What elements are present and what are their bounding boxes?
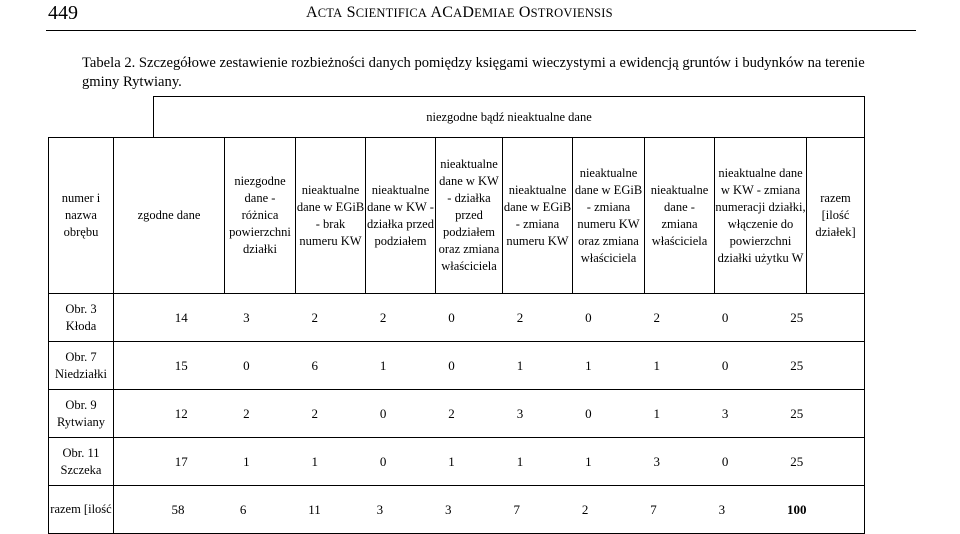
table-cell: 1 bbox=[243, 454, 250, 469]
table-cell: 3 bbox=[718, 502, 726, 517]
table-cell: 2 bbox=[448, 406, 455, 421]
row-values bbox=[114, 486, 865, 534]
column-header: nieaktualne dane w KW - działka przed podziałem oraz zmiana właściciela bbox=[436, 138, 503, 294]
row-values bbox=[114, 390, 865, 438]
table-cell: 58 bbox=[171, 502, 185, 517]
table-cell: 2 bbox=[581, 502, 589, 517]
table-cell: 6 bbox=[311, 358, 319, 373]
table-cell: 2 bbox=[379, 310, 387, 325]
table-cell: 2 bbox=[243, 406, 250, 421]
table-cell: 0 bbox=[448, 358, 455, 373]
table-cell: 1 bbox=[653, 406, 660, 421]
table-cell: 3 bbox=[243, 310, 250, 325]
table-cell: 25 bbox=[790, 310, 804, 325]
table-row bbox=[49, 438, 865, 486]
row-label: Obr. 7 Niedziałki bbox=[49, 342, 114, 390]
column-header: nieaktualne dane w KW - działka przed podziałem bbox=[366, 138, 436, 294]
column-header: nieaktualne dane w EGiB - zmiana numeru KW bbox=[503, 138, 573, 294]
table-cell: 7 bbox=[513, 502, 520, 517]
table-caption: Tabela 2. Szczegółowe zestawienie rozbieżności danych pomiędzy księgami wieczystymi a ewidencją gruntów i budynków na terenie gminy Rytwiany. bbox=[82, 55, 865, 90]
table-cell: 0 bbox=[448, 310, 455, 325]
table-cell: 17 bbox=[174, 454, 188, 469]
table-cell: 0 bbox=[379, 406, 387, 421]
table-cell: 0 bbox=[585, 310, 592, 325]
table-row bbox=[49, 342, 865, 390]
table-cell: 3 bbox=[721, 406, 729, 421]
table-cell: 6 bbox=[239, 502, 247, 517]
column-header-row bbox=[49, 138, 865, 294]
header-blank bbox=[49, 97, 154, 138]
table-cell: 1 bbox=[448, 454, 455, 469]
column-header: nieaktualne dane - zmiana właściciela bbox=[645, 138, 715, 294]
table-cell: 11 bbox=[308, 502, 321, 517]
table-cell: 1 bbox=[585, 358, 592, 373]
group-header-cell: niezgodne bądź nieaktualne dane bbox=[154, 97, 865, 138]
column-header: nieaktualne dane w EGiB - brak numeru KW bbox=[296, 138, 366, 294]
table-cell: 25 bbox=[790, 406, 804, 421]
row-label: Obr. 9 Rytwiany bbox=[49, 390, 114, 438]
table-cell: 1 bbox=[585, 454, 592, 469]
table-cell: 7 bbox=[650, 502, 657, 517]
group-header-row bbox=[49, 97, 865, 138]
table-cell: 1 bbox=[516, 358, 524, 373]
table-cell: 14 bbox=[174, 310, 188, 325]
table-cell: 12 bbox=[174, 406, 188, 421]
column-header: nieaktualne dane w EGiB - zmiana numeru KW oraz zmiana właściciela bbox=[573, 138, 645, 294]
row-values bbox=[114, 294, 865, 342]
table-row bbox=[49, 294, 865, 342]
table-cell: 0 bbox=[721, 454, 729, 469]
row-label: Obr. 11 Szczeka bbox=[49, 438, 114, 486]
table-cell: 3 bbox=[653, 454, 660, 469]
table-cell: 3 bbox=[376, 502, 384, 517]
header-rule bbox=[46, 30, 916, 31]
table-cell: 15 bbox=[174, 358, 188, 373]
row-values bbox=[114, 342, 865, 390]
table-cell: 25 bbox=[790, 358, 804, 373]
table-cell: 2 bbox=[516, 310, 524, 325]
row-label: razem [ilość bbox=[49, 486, 114, 534]
column-header: nieaktualne dane w KW - zmiana numeracji działki, włączenie do powierzchni działki użytku W bbox=[715, 138, 807, 294]
row-label: Obr. 3 Kłoda bbox=[49, 294, 114, 342]
row-values bbox=[114, 438, 865, 486]
page-number: 449 bbox=[48, 2, 78, 24]
table-cell: 0 bbox=[379, 454, 387, 469]
table-row bbox=[49, 486, 865, 534]
table-cell: 25 bbox=[790, 454, 804, 469]
table-cell: 0 bbox=[585, 406, 592, 421]
column-header: niezgodne dane - różnica powierzchni działki bbox=[225, 138, 296, 294]
table-row bbox=[49, 390, 865, 438]
discrepancy-table bbox=[48, 96, 865, 534]
table-cell: 0 bbox=[721, 358, 729, 373]
table-cell: 3 bbox=[516, 406, 524, 421]
table-cell: 1 bbox=[653, 358, 660, 373]
table-cell: 1 bbox=[379, 358, 387, 373]
table-cell: 1 bbox=[311, 454, 319, 469]
column-header: razem [ilość działek] bbox=[807, 138, 865, 294]
table-cell: 0 bbox=[721, 310, 729, 325]
table-cell: 2 bbox=[311, 310, 319, 325]
column-header: zgodne dane bbox=[114, 138, 225, 294]
table-cell: 0 bbox=[243, 358, 250, 373]
table-cell: 3 bbox=[445, 502, 452, 517]
journal-title: ACTA SCIENTIFICA ACADEMIAE OSTROVIENSIS bbox=[306, 4, 613, 21]
table-cell: 1 bbox=[516, 454, 524, 469]
table-cell: 2 bbox=[311, 406, 319, 421]
table-cell: 100 bbox=[787, 502, 807, 517]
table-cell: 2 bbox=[653, 310, 660, 325]
column-header: numer i nazwa obrębu bbox=[49, 138, 114, 294]
